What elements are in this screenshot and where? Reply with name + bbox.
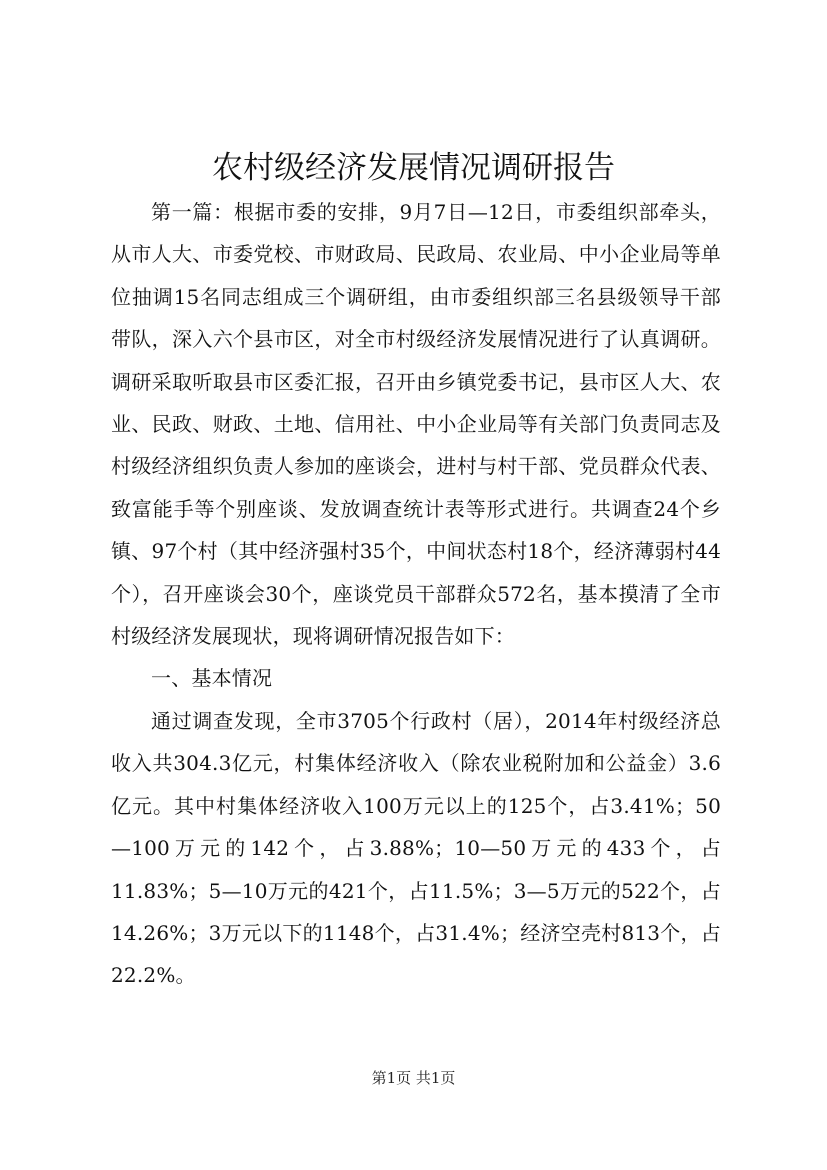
document-title: 农村级经济发展情况调研报告: [212, 150, 615, 186]
paragraph-intro: 第一篇：根据市委的安排，9月7日—12日，市委组织部牵头，从市人大、市委党校、市财政局、民政局、农业局、中小企业局等单位抽调15名同志组成三个调研组，由市委组织部三名县级领导干部带队，深入六个县市区，对全市村级经济发展情况进行了认真调研。调研采取听取县市区委汇报，召开由乡镇党委书记，县市区人大、农业、民政、财政、土地、信用社、中小企业局等有关部门负责同志及村级经济组织负责人参加的座谈会，进村与村干部、党员群众代表、致富能手等个别座谈、发放调查统计表等形式进行。共调查24个乡镇、97个村（其中经济强村35个，中间状态村18个，经济薄弱村44个），召开座谈会30个，座谈党员干部群众572名，基本摸清了全市村级经济发展现状，现将调研情况报告如下：: [111, 200, 721, 649]
document-body: [111, 191, 721, 997]
section-heading-basic: 一、基本情况: [151, 666, 273, 691]
page-footer: 第1页 共1页: [371, 1069, 456, 1087]
paragraph-basic-situation: 通过调查发现，全市3705个行政村（居），2014年村级经济总收入共304.3亿元，村集体经济收入（除农业税附加和公益金）3.6亿元。其中村集体经济收入100万元以上的125个，占3.41%；50—100万元的142个，占3.88%；10—50万元的433个，占11.83%；5—10万元的421个，占11.5%；3—5万元的522个，占14.26%；3万元以下的1148个，占31.4%；经济空壳村813个，占22.2%。: [111, 708, 721, 988]
